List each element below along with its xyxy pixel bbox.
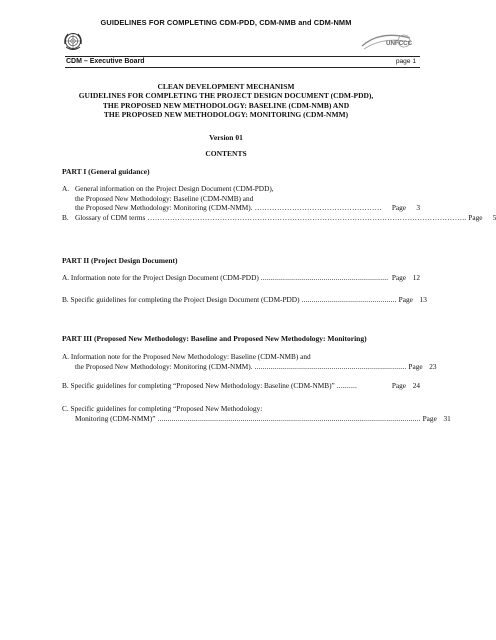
toc-page-number: 12	[412, 273, 420, 282]
toc-leader-dots: ..................................................................................................................................	[157, 413, 421, 423]
contents-heading: CONTENTS	[205, 149, 247, 158]
toc-entry-part1-b[interactable]	[62, 212, 496, 223]
toc-page-number: 24	[412, 381, 420, 390]
toc-entry-text: B. Specific guidelines for completing “Proposed New Methodology: Baseline (CDM-NMB)”	[62, 381, 335, 390]
toc-leader-dots: ...............................................	[301, 295, 397, 304]
toc-page-word: Page	[408, 361, 423, 371]
toc-page-word: Page	[391, 273, 406, 282]
toc-leader-dots: ……………………………………………	[254, 203, 383, 213]
toc-entry-part3-c[interactable]	[62, 404, 420, 414]
unfccc-logo-icon	[360, 32, 412, 52]
toc-entry-text: the Proposed New Methodology: Monitoring (CDM-NMM).	[75, 203, 253, 213]
toc-entry-text: C. Specific guidelines for completing “Proposed New Methodology:	[62, 404, 263, 413]
part1-heading: PART I (General guidance)	[62, 167, 150, 176]
toc-entry-part2-b[interactable]	[62, 295, 427, 305]
toc-part2	[62, 273, 420, 283]
toc-part3-a-wrap	[62, 352, 437, 371]
toc-entry-text: A. Information note for the Project Design Document (CDM-PDD)	[62, 273, 259, 282]
toc-page-number: 13	[419, 295, 427, 304]
toc-page-word: Page	[391, 203, 406, 213]
page-number: page 1	[395, 58, 416, 65]
toc-entry-text: B. Specific guidelines for completing the Project Design Document (CDM-PDD)	[62, 295, 300, 304]
title-line: THE PROPOSED NEW METHODOLOGY: BASELINE (CDM-NMB) AND	[102, 100, 350, 110]
toc-entry-part2-a[interactable]	[62, 273, 420, 283]
toc-part1	[62, 184, 496, 222]
toc-page-word: Page	[391, 381, 406, 390]
toc-entry-continuation	[62, 413, 451, 424]
toc-page-word: Page	[398, 295, 413, 304]
toc-page-number: 23	[429, 361, 437, 371]
document-title	[0, 82, 452, 119]
toc-entry-continuation	[62, 194, 420, 204]
toc-entry-label: B.	[62, 212, 69, 222]
toc-entry-part3-b[interactable]	[62, 381, 420, 391]
toc-part3-c-wrap	[62, 404, 451, 423]
part3-heading: PART III (Proposed New Methodology: Baseline and Proposed New Methodology: Monitoring)	[62, 334, 367, 343]
un-emblem-icon	[62, 31, 84, 53]
toc-entry-text: Monitoring (CDM-NMM)”	[75, 413, 156, 423]
version-label: Version 01	[209, 133, 243, 142]
part2-heading: PART II (Project Design Document)	[62, 256, 178, 265]
toc-leader-dots: ..........	[336, 381, 358, 390]
toc-leader-dots: ………………………………………………………………………………………………………………..	[147, 212, 467, 222]
title-line: CLEAN DEVELOPMENT MECHANISM	[157, 82, 295, 91]
toc-page-word: Page	[468, 212, 483, 222]
title-line: GUIDELINES FOR COMPLETING THE PROJECT DESIGN DOCUMENT (CDM-PDD),	[78, 91, 374, 101]
toc-page-number: 5	[492, 212, 496, 222]
toc-entry-continuation	[62, 361, 437, 372]
toc-leader-dots: ...........................................................................	[254, 361, 407, 371]
header-rule-bottom	[65, 67, 420, 68]
toc-page-number: 3	[416, 203, 420, 213]
toc-entry-text: A. Information note for the Proposed New Methodology: Baseline (CDM-NMB) and	[62, 352, 311, 361]
toc-entry-text: Glossary of CDM terms	[75, 212, 146, 222]
running-header-title: GUIDELINES FOR COMPLETING CDM-PDD, CDM-NMB and CDM-NMM	[100, 18, 352, 27]
toc-entry-continuation	[62, 203, 420, 213]
toc-entry-part3-a[interactable]	[62, 352, 420, 362]
toc-page-word: Page	[422, 413, 437, 423]
toc-entry-label: A.	[62, 184, 70, 193]
toc-page-number: 31	[443, 413, 451, 423]
toc-part3-b-wrap	[62, 381, 420, 391]
toc-entry-text: the Proposed New Methodology: Baseline (CDM-NMB) and	[75, 193, 254, 203]
unfccc-logo-text: UNFCCC	[386, 40, 413, 47]
title-line: THE PROPOSED NEW METHODOLOGY: MONITORING (CDM-NMM)	[103, 109, 349, 119]
toc-part2-b-wrap	[62, 295, 427, 305]
toc-entry-text: General information on the Project Design Document (CDM-PDD),	[75, 184, 274, 193]
toc-leader-dots: ...............................................................	[260, 273, 389, 282]
running-header-left: CDM – Executive Board	[66, 57, 145, 65]
toc-entry-text: the Proposed New Methodology: Monitoring (CDM-NMM).	[75, 361, 253, 371]
toc-entry-part1-a[interactable]	[62, 184, 420, 194]
